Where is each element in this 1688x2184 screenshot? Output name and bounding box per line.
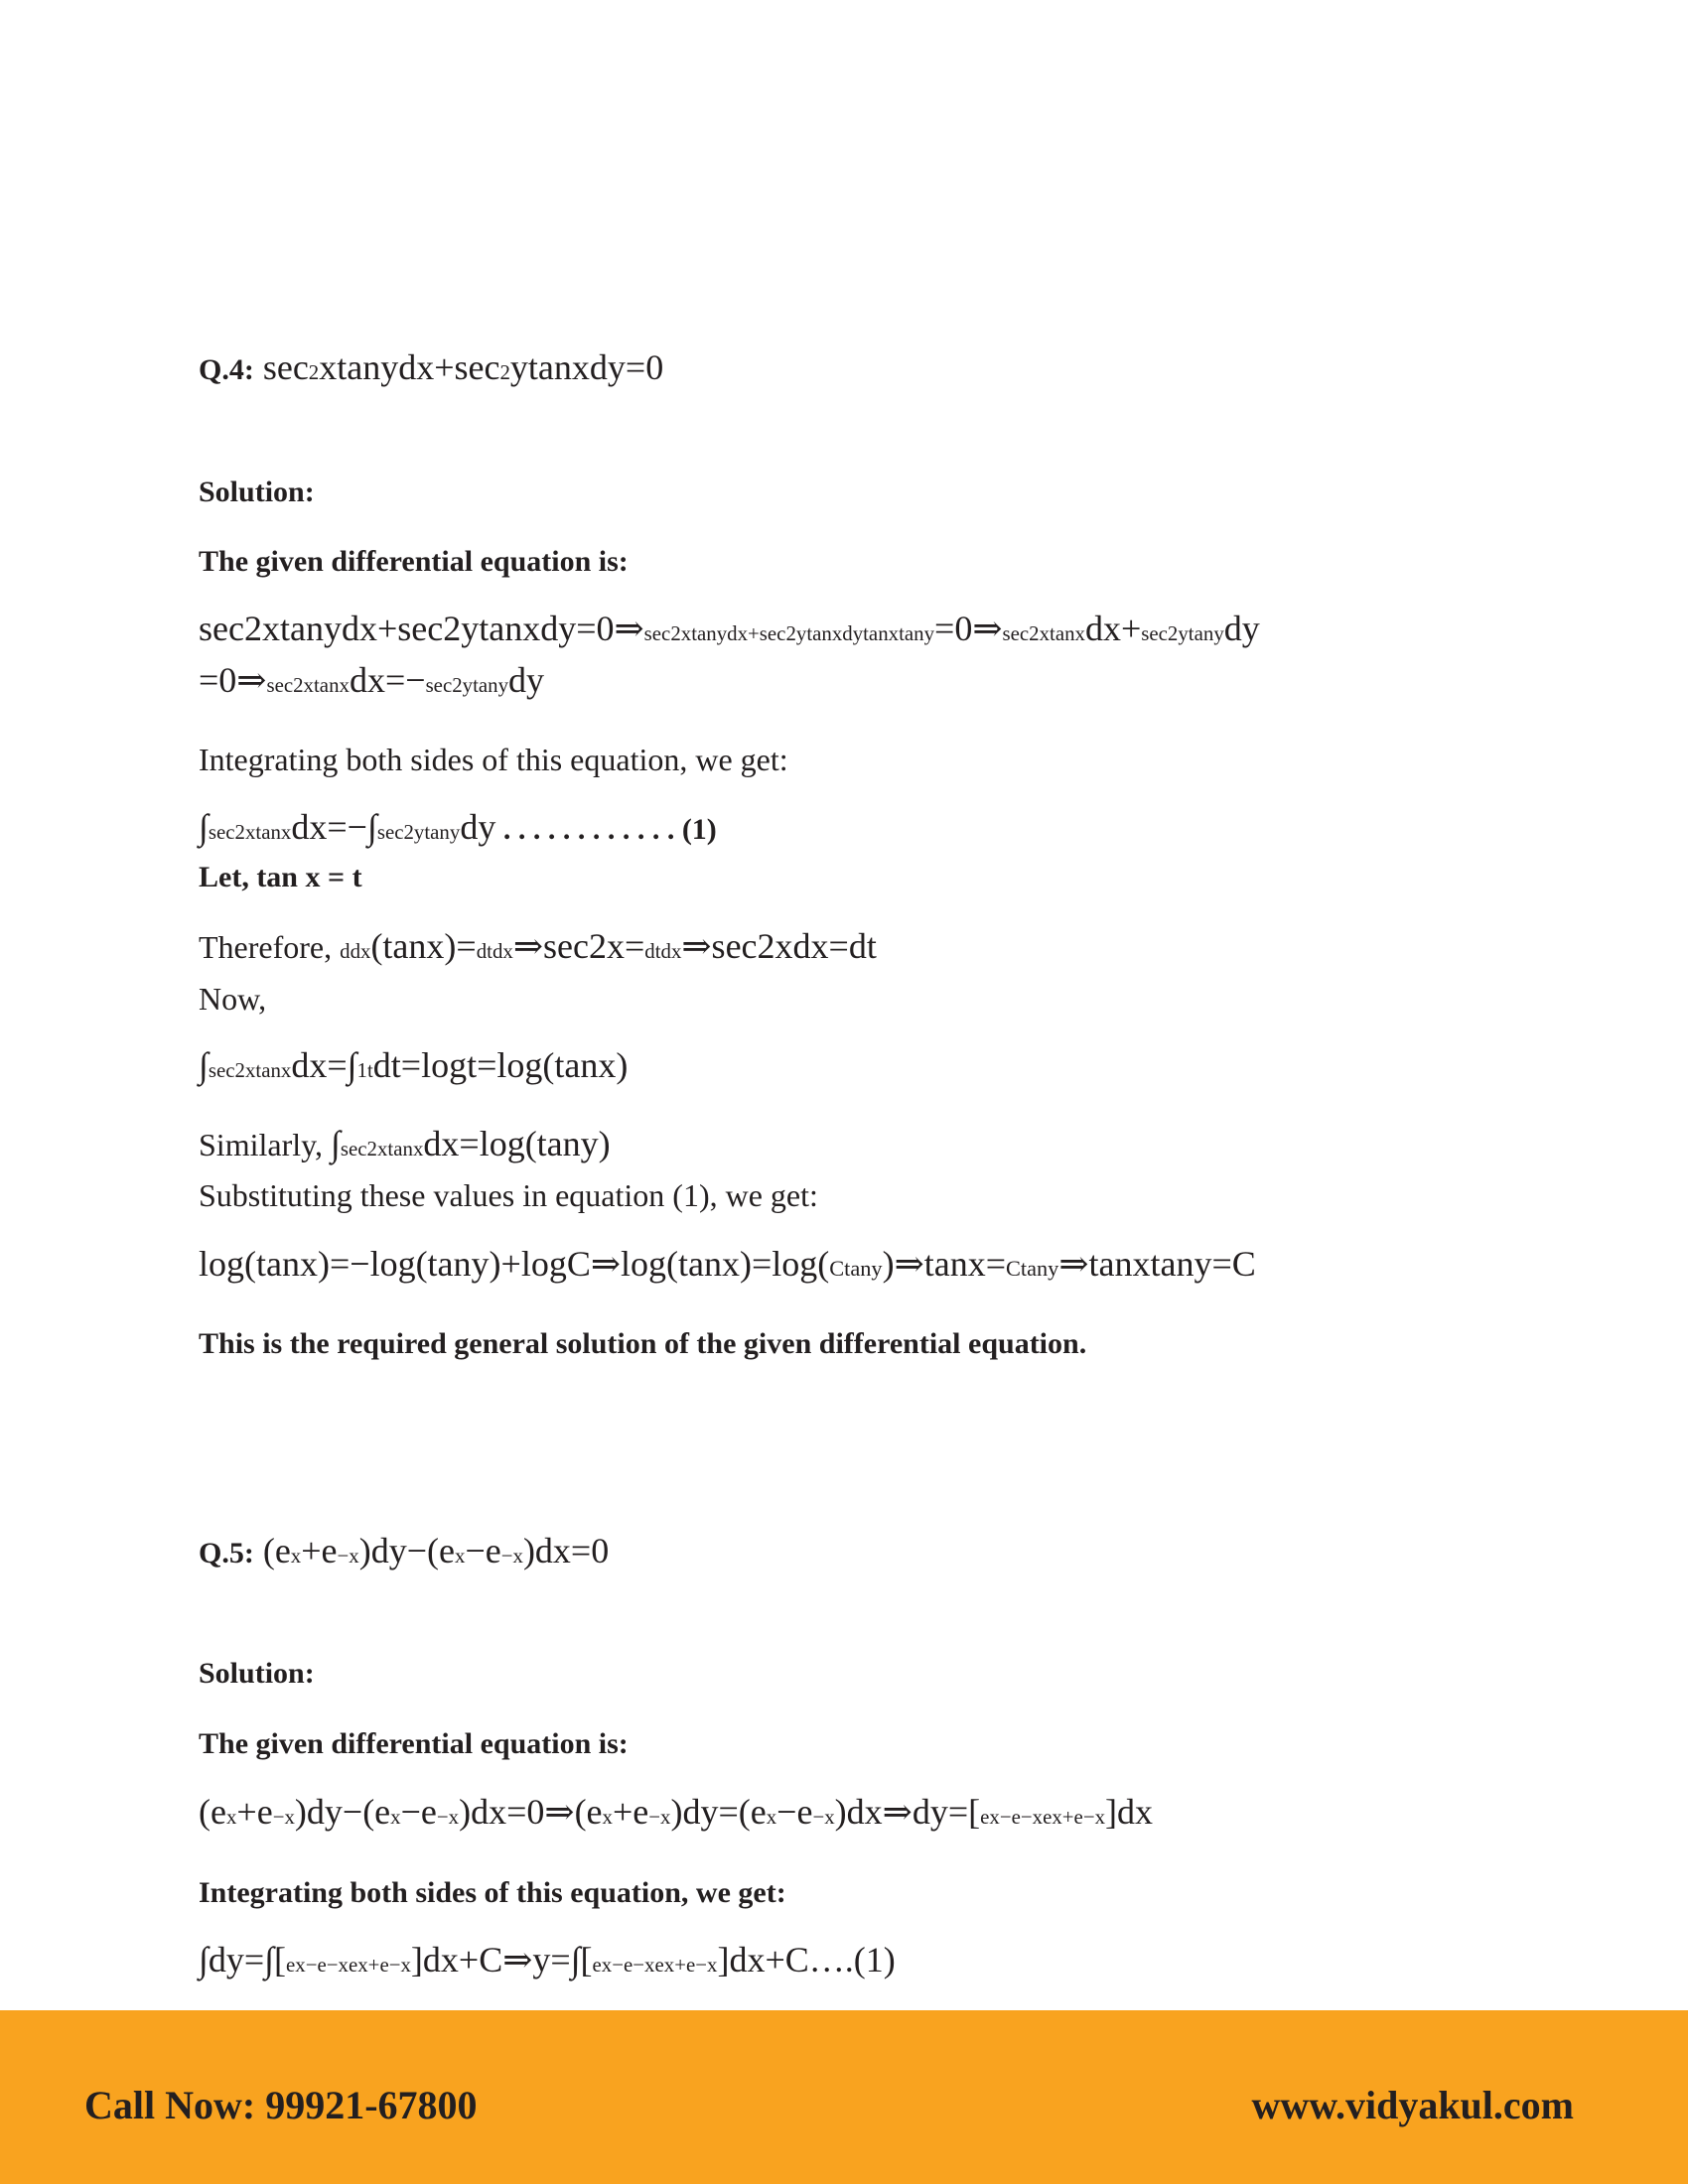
math-part: sec2xtanydx+sec2ytanxdy=0⇒ (199, 609, 644, 648)
q4-conclusion: This is the required general solution of the given differential equation. (199, 1327, 1087, 1360)
math-part: )dx⇒dy=[ (834, 1792, 981, 1832)
q4-now-text: Now, (199, 981, 267, 1017)
q5-solution-heading: Solution: (199, 1657, 315, 1690)
math-part: +e (612, 1792, 649, 1832)
math-part: )dy=(e (670, 1792, 767, 1832)
math-part: )⇒tanx= (882, 1244, 1007, 1284)
math-part: x (225, 1805, 237, 1829)
q4-now-integral (199, 1047, 628, 1083)
math-part: dx=log(tany) (423, 1124, 611, 1163)
math-part: x (455, 1544, 466, 1568)
math-part: dx=∫ (291, 1045, 357, 1085)
math-part: −x (272, 1805, 295, 1829)
math-part: Ctany (1006, 1256, 1059, 1281)
math-part: −x (648, 1805, 671, 1829)
math-part: Therefore, (199, 929, 341, 965)
equation-number: . . . . . . . . . . . . (1) (495, 813, 717, 846)
math-part: sec2ytany (376, 820, 461, 844)
math-part: Similarly, (199, 1127, 332, 1162)
math-part: x (766, 1805, 777, 1829)
q5-step-line (199, 1794, 1153, 1830)
math-part: ∫dy=∫[ (199, 1940, 287, 1979)
q4-therefore-line (199, 928, 877, 964)
math-part: sec2ytany (1141, 621, 1224, 645)
q5-given-heading: The given differential equation is: (199, 1727, 629, 1760)
math-part: −x (337, 1544, 359, 1568)
math-part: (tanx)= (370, 926, 477, 966)
q5-integrating-heading: Integrating both sides of this equation, we get: (199, 1876, 786, 1909)
math-part: dy (1223, 609, 1260, 648)
math-part: )dy−(e (294, 1792, 391, 1832)
q4-similarly-line (199, 1126, 611, 1161)
math-part: +e (236, 1792, 273, 1832)
math-part: dx=−∫ (291, 807, 377, 847)
math-part: −e (400, 1792, 437, 1832)
math-part: ∫ (199, 807, 209, 847)
math-part: sec2xtanx (208, 1058, 292, 1082)
q4-eq-part: ytanxdy=0 (509, 347, 664, 387)
q4-substituting-text: Substituting these values in equation (1), we get: (199, 1177, 818, 1213)
math-part: ddx (340, 939, 371, 963)
math-part: x (390, 1805, 401, 1829)
math-part: =0⇒ (934, 609, 1003, 648)
math-part: ∫ (199, 1045, 209, 1085)
q4-step-line1 (199, 611, 1260, 646)
q4-eq-part: xtanydx+sec (319, 347, 500, 387)
math-part: )dx=0 (522, 1531, 610, 1570)
q5-question (199, 1533, 609, 1569)
q4-result-line (199, 1246, 1256, 1282)
math-part: Ctany (829, 1256, 883, 1281)
math-part: dx+ (1084, 609, 1142, 648)
q4-eq-part: 2 (499, 360, 510, 384)
math-part: 1t (356, 1058, 373, 1082)
math-part: dtdx (644, 939, 682, 963)
math-part: ]dx (1105, 1792, 1154, 1832)
math-part: x (290, 1544, 302, 1568)
math-part: sec2xtanx (340, 1137, 424, 1160)
math-part: ex−e−xex+e−x (980, 1805, 1106, 1829)
math-part: ex−e−xex+e−x (592, 1953, 718, 1977)
website-link[interactable]: www.vidyakul.com (1251, 2083, 1574, 2127)
math-part: log(tanx)=−log(tany)+logC⇒log(tanx)=log( (199, 1244, 830, 1284)
math-part: dtdx (476, 939, 513, 963)
math-part: sec2xtanx (1002, 621, 1085, 645)
math-part: ]dx+C….(1) (717, 1940, 896, 1979)
q4-question (199, 349, 663, 385)
q4-label: Q.4: (199, 353, 254, 386)
math-part: −x (812, 1805, 835, 1829)
math-part: −e (776, 1792, 813, 1832)
q5-integral-line (199, 1942, 896, 1978)
footer-banner (0, 2010, 1688, 2184)
call-now-text: Call Now: 99921-67800 (84, 2083, 478, 2127)
math-part: =0⇒ (199, 660, 267, 700)
math-part: ∫ (331, 1124, 341, 1163)
math-part: ⇒sec2x= (512, 926, 645, 966)
math-part: sec2xtanydx+sec2ytanxdytanxtany (643, 621, 935, 645)
math-part: sec2xtanx (266, 673, 350, 697)
math-part: −x (436, 1805, 460, 1829)
math-part: sec2ytany (425, 673, 509, 697)
q4-eq-part: 2 (308, 360, 320, 384)
math-part: ⇒tanxtany=C (1058, 1244, 1256, 1284)
math-part: (e (253, 1531, 291, 1570)
math-part: −e (465, 1531, 501, 1570)
math-part: −x (500, 1544, 523, 1568)
math-part: ⇒sec2xdx=dt (681, 926, 877, 966)
q4-solution-heading: Solution: (199, 476, 315, 508)
math-part: dt=logt=log(tanx) (372, 1045, 629, 1085)
math-part: sec2xtanx (208, 820, 292, 844)
math-part: ex−e−xex+e−x (286, 1953, 411, 1977)
q4-step-line2 (199, 662, 544, 698)
math-part: )dy−(e (358, 1531, 455, 1570)
math-part: dy (508, 660, 545, 700)
math-part: dx=− (349, 660, 426, 700)
math-part: (e (199, 1792, 226, 1832)
math-part: )dx=0⇒(e (459, 1792, 603, 1832)
math-part: x (602, 1805, 613, 1829)
q4-eq-part: sec (262, 347, 309, 387)
q4-integral-eq1 (199, 809, 717, 845)
q4-integrating-text: Integrating both sides of this equation, we get: (199, 742, 788, 777)
q4-let-text: Let, tan x = t (199, 861, 362, 893)
q4-given-heading: The given differential equation is: (199, 545, 629, 578)
math-part: +e (301, 1531, 338, 1570)
math-part: dy (460, 807, 496, 847)
q5-label: Q.5: (199, 1537, 254, 1570)
math-part: ]dx+C⇒y=∫[ (410, 1940, 593, 1979)
